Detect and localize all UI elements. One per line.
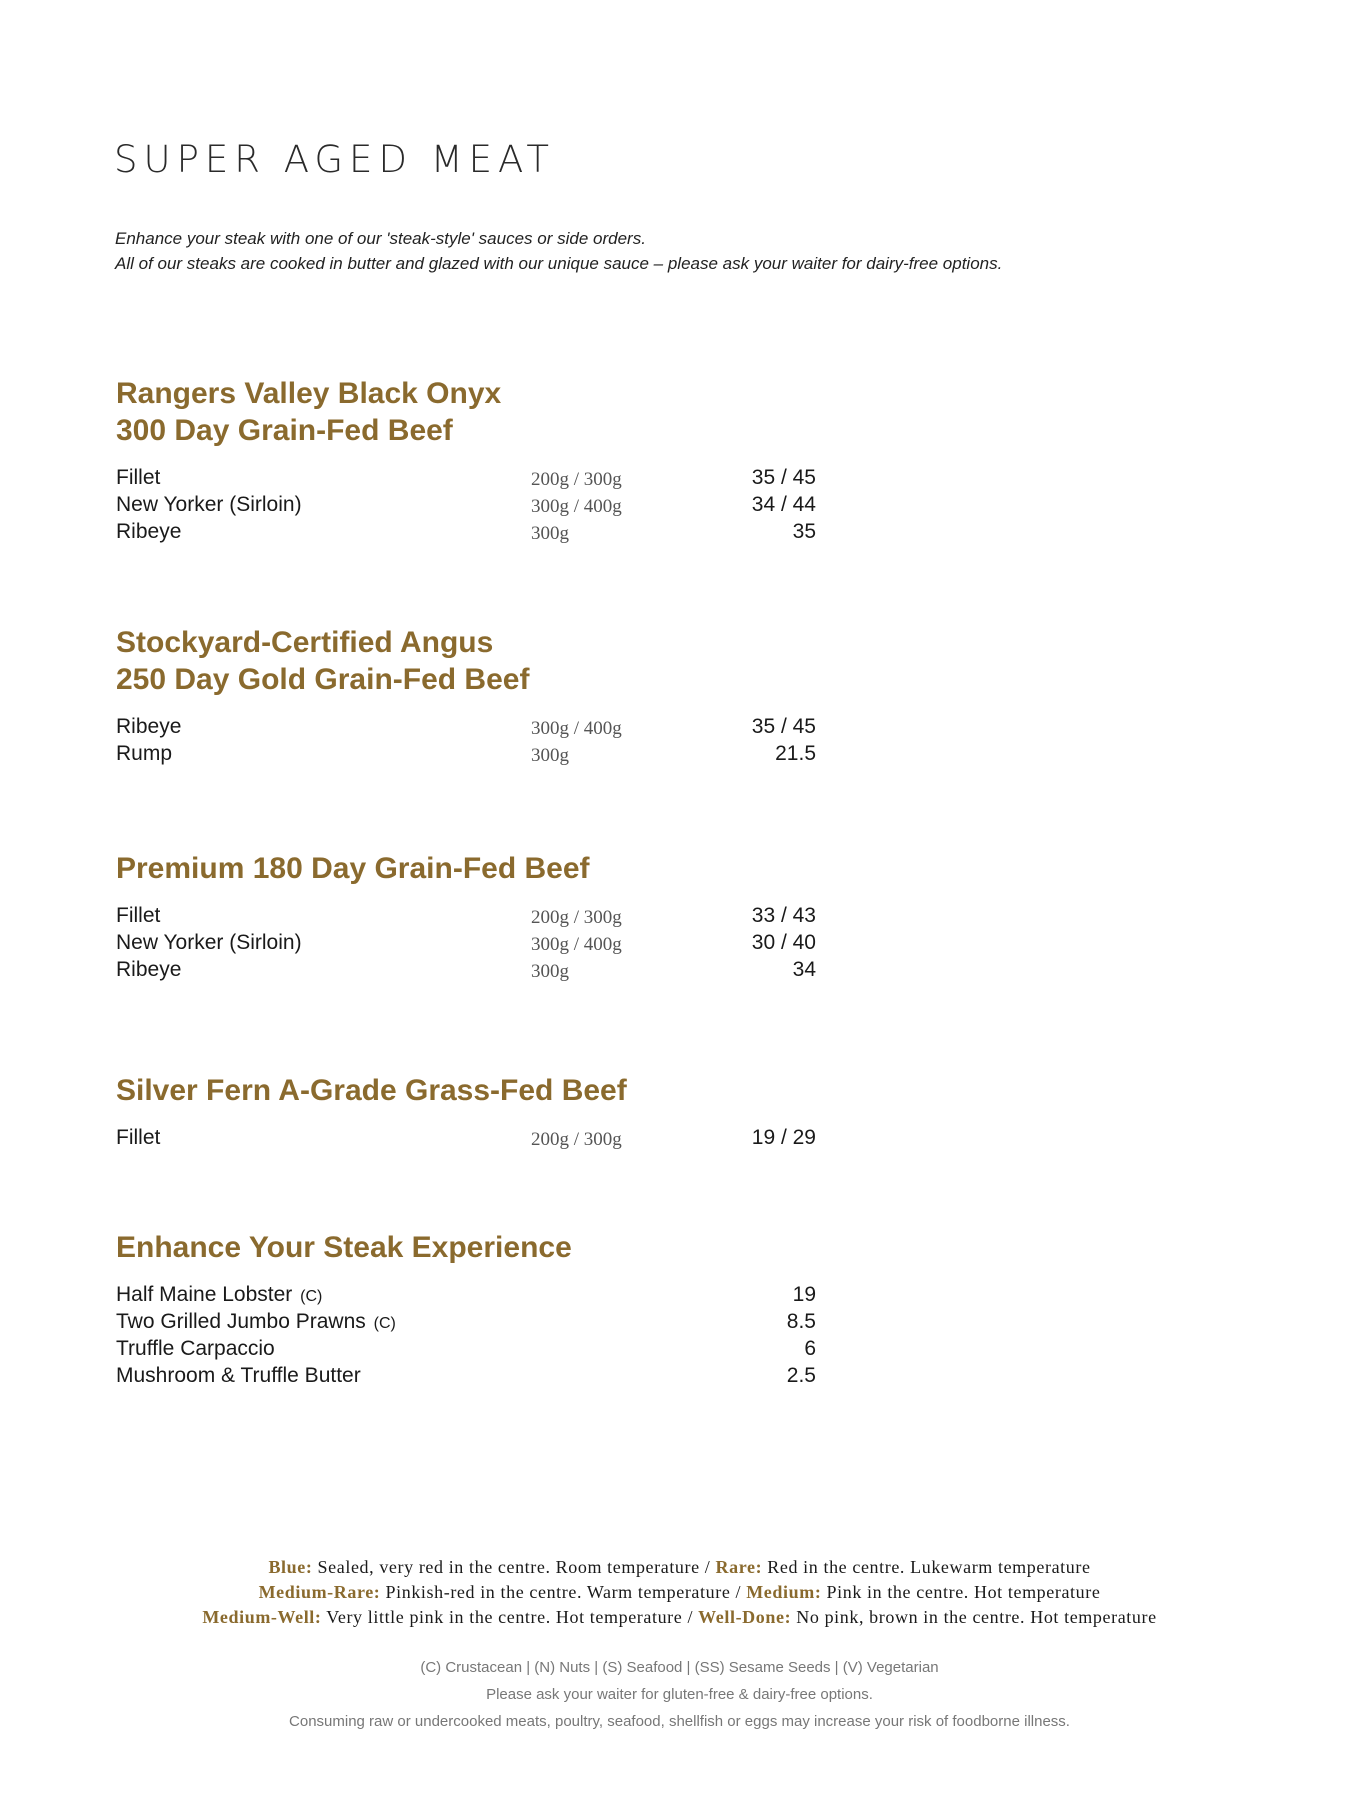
- dietary-note: Please ask your waiter for gluten-free & dairy-free options.: [486, 1686, 873, 1703]
- menu-item: [116, 1362, 816, 1389]
- doneness-term: Medium-Well:: [202, 1607, 322, 1627]
- item-name: Fillet: [116, 466, 161, 489]
- section-title: [116, 1229, 816, 1266]
- intro-text: [115, 226, 1002, 276]
- item-price: 34: [792, 958, 816, 981]
- section-title: [116, 1072, 816, 1109]
- item-name-text: Two Grilled Jumbo Prawns: [116, 1310, 366, 1333]
- doneness-desc: No pink, brown in the centre. Hot temperature: [791, 1607, 1157, 1627]
- doneness-term: Rare:: [715, 1557, 763, 1577]
- menu-item: [116, 956, 816, 983]
- menu-item: [116, 1124, 816, 1151]
- item-weight: 300g / 400g: [531, 496, 622, 517]
- intro-line: Enhance your steak with one of our 'steak-style' sauces or side orders.: [115, 229, 646, 248]
- doneness-desc: Sealed, very red in the centre. Room temperature /: [312, 1557, 716, 1577]
- item-weight: 300g: [531, 523, 569, 544]
- item-price: 30 / 40: [751, 931, 816, 954]
- menu-section-stockyard: [116, 624, 816, 767]
- item-name: Ribeye: [116, 520, 182, 543]
- cooking-guide-line: [0, 1555, 1359, 1580]
- item-name: Ribeye: [116, 715, 182, 738]
- item-weight: 300g: [531, 745, 569, 766]
- item-name: Fillet: [116, 1126, 161, 1149]
- section-title-line: Silver Fern A-Grade Grass-Fed Beef: [116, 1074, 627, 1107]
- item-weight: 200g / 300g: [531, 469, 622, 490]
- doneness-desc: Very little pink in the centre. Hot temperature /: [321, 1607, 699, 1627]
- item-price: 33 / 43: [751, 904, 816, 927]
- allergen-key: (C) Crustacean | (N) Nuts | (S) Seafood | (SS) Sesame Seeds | (V) Vegetarian: [420, 1659, 939, 1676]
- doneness-desc: Pink in the centre. Hot temperature: [821, 1582, 1101, 1602]
- section-title-line: Enhance Your Steak Experience: [116, 1231, 572, 1264]
- item-price: 2.5: [786, 1364, 816, 1387]
- menu-section-premium-180: [116, 850, 816, 983]
- item-name: Rump: [116, 742, 173, 765]
- menu-section-rangers-valley: [116, 375, 816, 545]
- section-title: [116, 850, 816, 887]
- doneness-term: Well-Done:: [698, 1607, 792, 1627]
- doneness-term: Blue:: [268, 1557, 313, 1577]
- section-title: [116, 624, 816, 698]
- item-name: Mushroom & Truffle Butter: [116, 1364, 361, 1387]
- menu-item: [116, 518, 816, 545]
- item-price: 8.5: [786, 1310, 816, 1333]
- cooking-guide: [0, 1555, 1359, 1630]
- doneness-desc: Pinkish-red in the centre. Warm temperature /: [380, 1582, 747, 1602]
- menu-item: [116, 491, 816, 518]
- section-title-line: Premium 180 Day Grain-Fed Beef: [116, 852, 590, 885]
- item-price: 21.5: [775, 742, 816, 765]
- menu-item: [116, 929, 816, 956]
- item-name: [116, 1308, 396, 1337]
- item-weight: 200g / 300g: [531, 907, 622, 928]
- section-title-line: 300 Day Grain-Fed Beef: [116, 414, 453, 447]
- item-price: 35: [792, 520, 816, 543]
- item-name: [116, 1281, 322, 1310]
- menu-item: [116, 713, 816, 740]
- allergen-tag: (C): [300, 1288, 323, 1305]
- item-weight: 300g / 400g: [531, 934, 622, 955]
- menu-item: [116, 902, 816, 929]
- allergen-legend: [0, 1654, 1359, 1735]
- cooking-guide-line: [0, 1605, 1359, 1630]
- doneness-desc: Red in the centre. Lukewarm temperature: [762, 1557, 1091, 1577]
- menu-section-enhance: [116, 1229, 816, 1389]
- item-price: 35 / 45: [751, 466, 816, 489]
- item-price: 19: [792, 1283, 816, 1306]
- item-weight: 300g: [531, 961, 569, 982]
- menu-item: [116, 1335, 816, 1362]
- allergen-tag: (C): [373, 1315, 396, 1332]
- item-price: 35 / 45: [751, 715, 816, 738]
- menu-item: [116, 464, 816, 491]
- item-price: 6: [804, 1337, 816, 1360]
- section-title-line: Rangers Valley Black Onyx: [116, 377, 502, 410]
- section-title-line: Stockyard-Certified Angus: [116, 626, 494, 659]
- intro-line: All of our steaks are cooked in butter and glazed with our unique sauce – please ask your waiter for dairy-free options.: [115, 254, 1003, 273]
- item-name: New Yorker (Sirloin): [116, 493, 302, 516]
- section-title-line: 250 Day Gold Grain-Fed Beef: [116, 663, 530, 696]
- item-name: Fillet: [116, 904, 161, 927]
- item-price: 34 / 44: [751, 493, 816, 516]
- item-weight: 200g / 300g: [531, 1129, 622, 1150]
- page-title: SUPER AGED MEAT: [114, 138, 556, 181]
- doneness-term: Medium-Rare:: [258, 1582, 381, 1602]
- menu-item: [116, 1281, 816, 1308]
- section-title: [116, 375, 816, 449]
- item-price: 19 / 29: [751, 1126, 816, 1149]
- item-name: Ribeye: [116, 958, 182, 981]
- item-name: Truffle Carpaccio: [116, 1337, 275, 1360]
- item-name: New Yorker (Sirloin): [116, 931, 302, 954]
- item-weight: 300g / 400g: [531, 718, 622, 739]
- menu-item: [116, 740, 816, 767]
- menu-item: [116, 1308, 816, 1335]
- item-name-text: Half Maine Lobster: [116, 1283, 293, 1306]
- health-warning: Consuming raw or undercooked meats, poultry, seafood, shellfish or eggs may increase your risk of foodborne illness.: [289, 1713, 1070, 1730]
- menu-section-silver-fern: [116, 1072, 816, 1151]
- doneness-term: Medium:: [746, 1582, 822, 1602]
- cooking-guide-line: [0, 1580, 1359, 1605]
